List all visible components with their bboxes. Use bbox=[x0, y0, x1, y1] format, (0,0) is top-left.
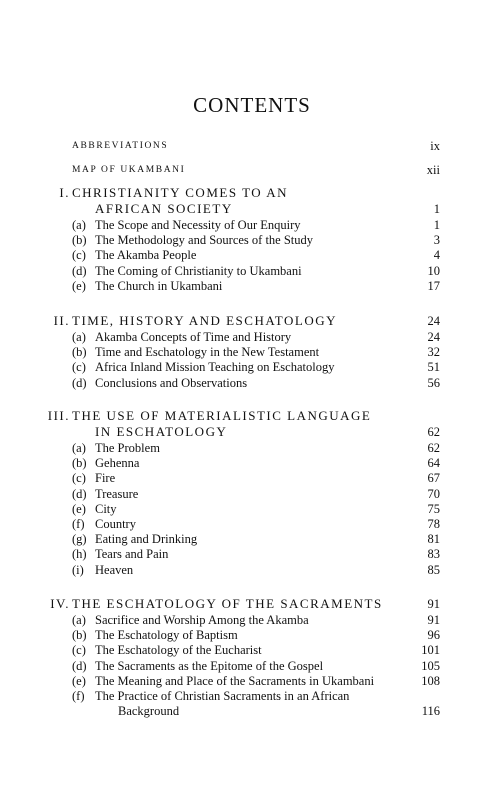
section-title: The Scope and Necessity of Our Enquiry bbox=[95, 218, 301, 232]
chapter-title-text: THE USE OF MATERIALISTIC LANGUAGE bbox=[72, 408, 372, 423]
page-number: 62 bbox=[427, 441, 440, 455]
section-letter: (d) bbox=[72, 486, 87, 501]
page-number: 62 bbox=[427, 425, 440, 439]
section-title: The Akamba People bbox=[95, 248, 197, 263]
section-title: Africa Inland Mission Teaching on Eschatology bbox=[95, 360, 335, 375]
section-title: Conclusions and Observations bbox=[95, 375, 248, 390]
section-letter: (a) bbox=[72, 330, 86, 344]
page-number: ix bbox=[430, 139, 440, 153]
chapter-title-text: CHRISTIANITY COMES TO AN bbox=[72, 185, 288, 200]
section-letter: (c) bbox=[72, 643, 86, 658]
page-number: 101 bbox=[421, 643, 440, 658]
section-letter: (b) bbox=[72, 456, 87, 471]
section-letter: (a) bbox=[72, 613, 86, 627]
page-number: 81 bbox=[427, 532, 440, 547]
chapter-numeral: IV. bbox=[50, 596, 70, 611]
section-letter: (i) bbox=[72, 562, 84, 577]
section-title: Country bbox=[95, 517, 136, 531]
section-letter: (b) bbox=[72, 345, 87, 360]
entry-label: ABBREVIATIONS bbox=[72, 141, 169, 151]
page-number: xii bbox=[426, 163, 440, 177]
section-letter: (b) bbox=[72, 628, 87, 643]
section-title: The Meaning and Place of the Sacraments in Ukambani bbox=[95, 673, 375, 688]
section-letter: (a) bbox=[72, 218, 86, 232]
page-number: 78 bbox=[427, 517, 440, 531]
section-title: Time and Eschatology in the New Testament bbox=[95, 345, 320, 360]
section-letter: (e) bbox=[72, 501, 86, 516]
section-title: Gehenna bbox=[95, 456, 140, 471]
section-letter: (g) bbox=[72, 532, 87, 547]
page-number: 83 bbox=[427, 547, 440, 562]
page-title: CONTENTS bbox=[193, 93, 311, 117]
page-number: 56 bbox=[427, 375, 440, 390]
page-number: 1 bbox=[433, 218, 440, 232]
section-title: The Problem bbox=[95, 441, 160, 455]
section-title: Tears and Pain bbox=[95, 547, 169, 562]
page-number: 116 bbox=[421, 704, 440, 719]
chapter-numeral: II. bbox=[53, 313, 70, 328]
section-letter: (c) bbox=[72, 248, 86, 263]
section-title: The Sacraments as the Epitome of the Gospel bbox=[95, 658, 324, 673]
section-title: Heaven bbox=[95, 562, 134, 577]
chapter-title-text: TIME, HISTORY AND ESCHATOLOGY bbox=[72, 313, 337, 328]
section-title: Sacrifice and Worship Among the Akamba bbox=[95, 613, 309, 627]
section-letter: (e) bbox=[72, 278, 86, 293]
page-number: 3 bbox=[433, 233, 440, 248]
chapter-title-text: AFRICAN SOCIETY bbox=[95, 201, 233, 216]
section-title: The Church in Ukambani bbox=[95, 278, 223, 293]
section-letter: (f) bbox=[72, 689, 85, 703]
chapter-numeral: I. bbox=[59, 185, 70, 200]
page-number: 1 bbox=[433, 202, 440, 216]
chapter-title-text: THE ESCHATOLOGY OF THE SACRAMENTS bbox=[72, 596, 383, 611]
section-letter: (b) bbox=[72, 233, 87, 248]
section-title: The Coming of Christianity to Ukambani bbox=[95, 263, 302, 278]
page-number: 24 bbox=[427, 330, 440, 344]
section-title: The Methodology and Sources of the Study bbox=[95, 233, 314, 248]
section-title: The Eschatology of Baptism bbox=[95, 628, 238, 643]
page-number: 4 bbox=[433, 248, 440, 263]
page-number: 96 bbox=[427, 628, 440, 643]
page-number: 67 bbox=[427, 471, 440, 486]
section-title: Fire bbox=[95, 471, 116, 486]
chapter-title-text: IN ESCHATOLOGY bbox=[95, 424, 228, 439]
chapter-numeral: III. bbox=[47, 408, 70, 423]
section-letter: (c) bbox=[72, 471, 86, 486]
section-title: City bbox=[95, 501, 117, 516]
page-number: 32 bbox=[427, 345, 440, 360]
section-title: Background bbox=[118, 704, 180, 719]
page-number: 85 bbox=[427, 562, 440, 577]
page-number: 105 bbox=[421, 658, 440, 673]
section-letter: (a) bbox=[72, 441, 86, 455]
section-letter: (e) bbox=[72, 673, 86, 688]
section-title: Akamba Concepts of Time and History bbox=[95, 330, 292, 344]
section-letter: (d) bbox=[72, 375, 87, 390]
section-letter: (c) bbox=[72, 360, 86, 375]
page-number: 17 bbox=[427, 278, 440, 293]
page-number: 64 bbox=[427, 456, 440, 471]
entry-label: MAP OF UKAMBANI bbox=[72, 165, 186, 175]
section-letter: (h) bbox=[72, 547, 87, 562]
section-letter: (f) bbox=[72, 517, 85, 531]
section-letter: (d) bbox=[72, 658, 87, 673]
page-number: 91 bbox=[427, 597, 440, 611]
page-number: 51 bbox=[427, 360, 440, 375]
page-number: 10 bbox=[427, 263, 440, 278]
section-title: The Eschatology of the Eucharist bbox=[95, 643, 262, 658]
section-title: Treasure bbox=[95, 486, 139, 501]
section-letter: (d) bbox=[72, 263, 87, 278]
page-number: 70 bbox=[427, 486, 440, 501]
page-number: 75 bbox=[427, 501, 440, 516]
section-title: The Practice of Christian Sacraments in an African bbox=[95, 689, 350, 703]
page-number: 108 bbox=[421, 673, 440, 688]
page-number: 24 bbox=[427, 314, 440, 328]
page-number: 91 bbox=[427, 613, 440, 627]
section-title: Eating and Drinking bbox=[95, 532, 198, 547]
